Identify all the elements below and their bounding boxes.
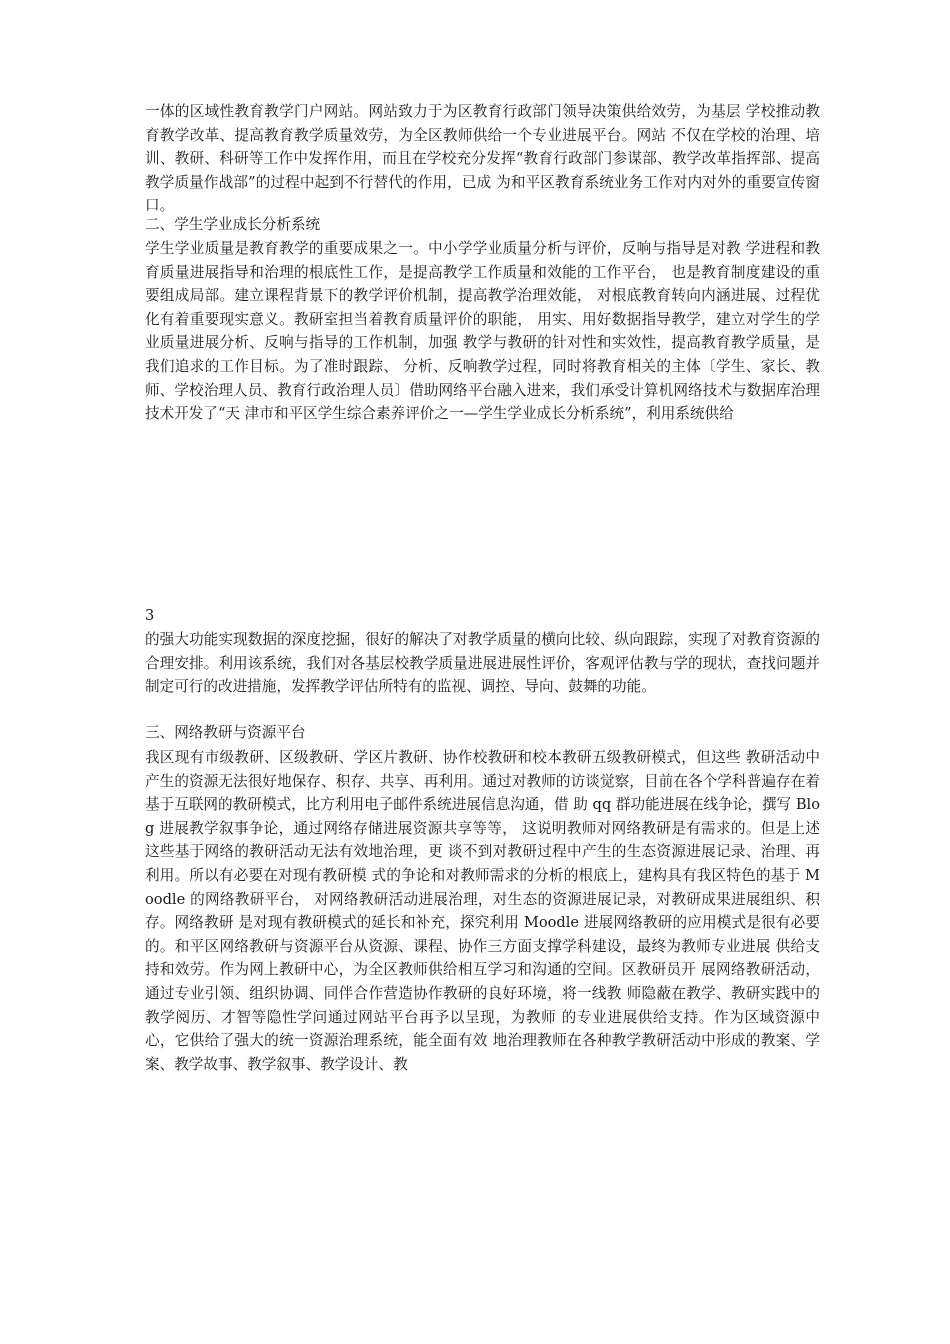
section-heading-network-research: 三、网络教研与资源平台: [145, 724, 306, 741]
paragraph-growth-analysis: 学生学业质量是教育教学的重要成果之一。中小学学业质量分析与评价，反响与指导是对教 学进程和教育质量进展指导和治理的根底性工作，是提高教学工作质量和效能的工作平台， 也是教育制度建设的重要组成局部。建立课程背景下的教学评价机制，提高教学治理效能， 对根底教育转向内涵进展、过程优化有着重要现实意义。教研室担当着教育质量评价的职能， 用实、用好数据指导教学，建立对学生的学业质量进展分析、反响与指导的工作机制，加强 教学与教研的针对性和实效性，提高教育教学质量，是我们追求的工作目标。为了准时跟踪、 分析、反响教学过程，同时将教育相关的主体〔学生、家长、教师、学校治理人员、教育行政治理人员〕借助网络平台融入进来，我们承受计算机网络技术与数据库治理技术开发了“天 津市和平区学生综合素养评价之一—学生学业成长分析系统”，利用系统供给: [145, 240, 820, 423]
paragraph-portal-website: 一体的区域性教育教学门户网站。网站致力于为区教育行政部门领导决策供给效劳，为基层 学校推动教育教学改革、提高教育教学质量效劳，为全区教师供给一个专业进展平台。网站 不仅在学校的治理、培训、教研、科研等工作中发挥作用，而且在学校充分发挥“教育行政部门参谋部、教学改革指挥部、提高教学质量作战部”的过程中起到不行替代的作用，已成 为和平区教育系统业务工作对内对外的重要宣传窗口。: [145, 103, 820, 215]
paragraph-network-research: 我区现有市级教研、区级教研、学区片教研、协作校教研和校本教研五级教研模式，但这些 教研活动中产生的资源无法很好地保存、积存、共享、再利用。通过对教师的访谈觉察，目前在各个学科普遍存在着基于互联网的教研模式，比方利用电子邮件系统进展信息沟通，借 助 qq 群功能进展在线争论，撰写 Blog 进展教学叙事争论，通过网络存储进展资源共享等等， 这说明教师对网络教研是有需求的。但是上述这些基于网络的教研活动无法有效地治理，更 谈不到对教研过程中产生的生态资源进展记录、治理、再利用。所以有必要在对现有教研模 式的争论和对教师需求的分析的根底上，建构具有我区特色的基于 Moodle 的网络教研平台， 对网络教研活动进展治理，对生态的资源进展记录，对教研成果进展组织、积存。网络教研 是对现有教研模式的延长和补充，探究利用 Moodle 进展网络教研的应用模式是很有必要的。和平区网络教研与资源平台从资源、课程、协作三方面支撑学科建设，最终为教师专业进展 供给支持和效劳。作为网上教研中心，为全区教师供给相互学习和沟通的空间。区教研员开 展网络教研活动，通过专业引领、组织协调、同伴合作营造协作教研的良好环境，将一线教 师隐蔽在教学、教研实践中的教学阅历、才智等隐性学问通过网站平台再予以呈现，为教师 的专业进展供给支持。作为区域资源中心，它供给了强大的统一资源治理系统，能全面有效 地治理教师在各种教学教研活动中形成的教案、学案、教学故事、教学叙事、教学设计、教: [145, 749, 820, 1073]
page-number: 3: [145, 607, 155, 624]
section-heading-growth-analysis: 二、学生学业成长分析系统: [145, 216, 321, 233]
paragraph-data-mining: 的强大功能实现数据的深度挖掘，很好的解决了对教学质量的横向比较、纵向跟踪，实现了对教育资源的合理安排。利用该系统，我们对各基层校教学质量进展进展性评价，客观评估教与学的现状，查找问题并制定可行的改进措施，发挥教学评估所特有的监视、调控、导向、鼓舞的功能。: [145, 631, 820, 696]
